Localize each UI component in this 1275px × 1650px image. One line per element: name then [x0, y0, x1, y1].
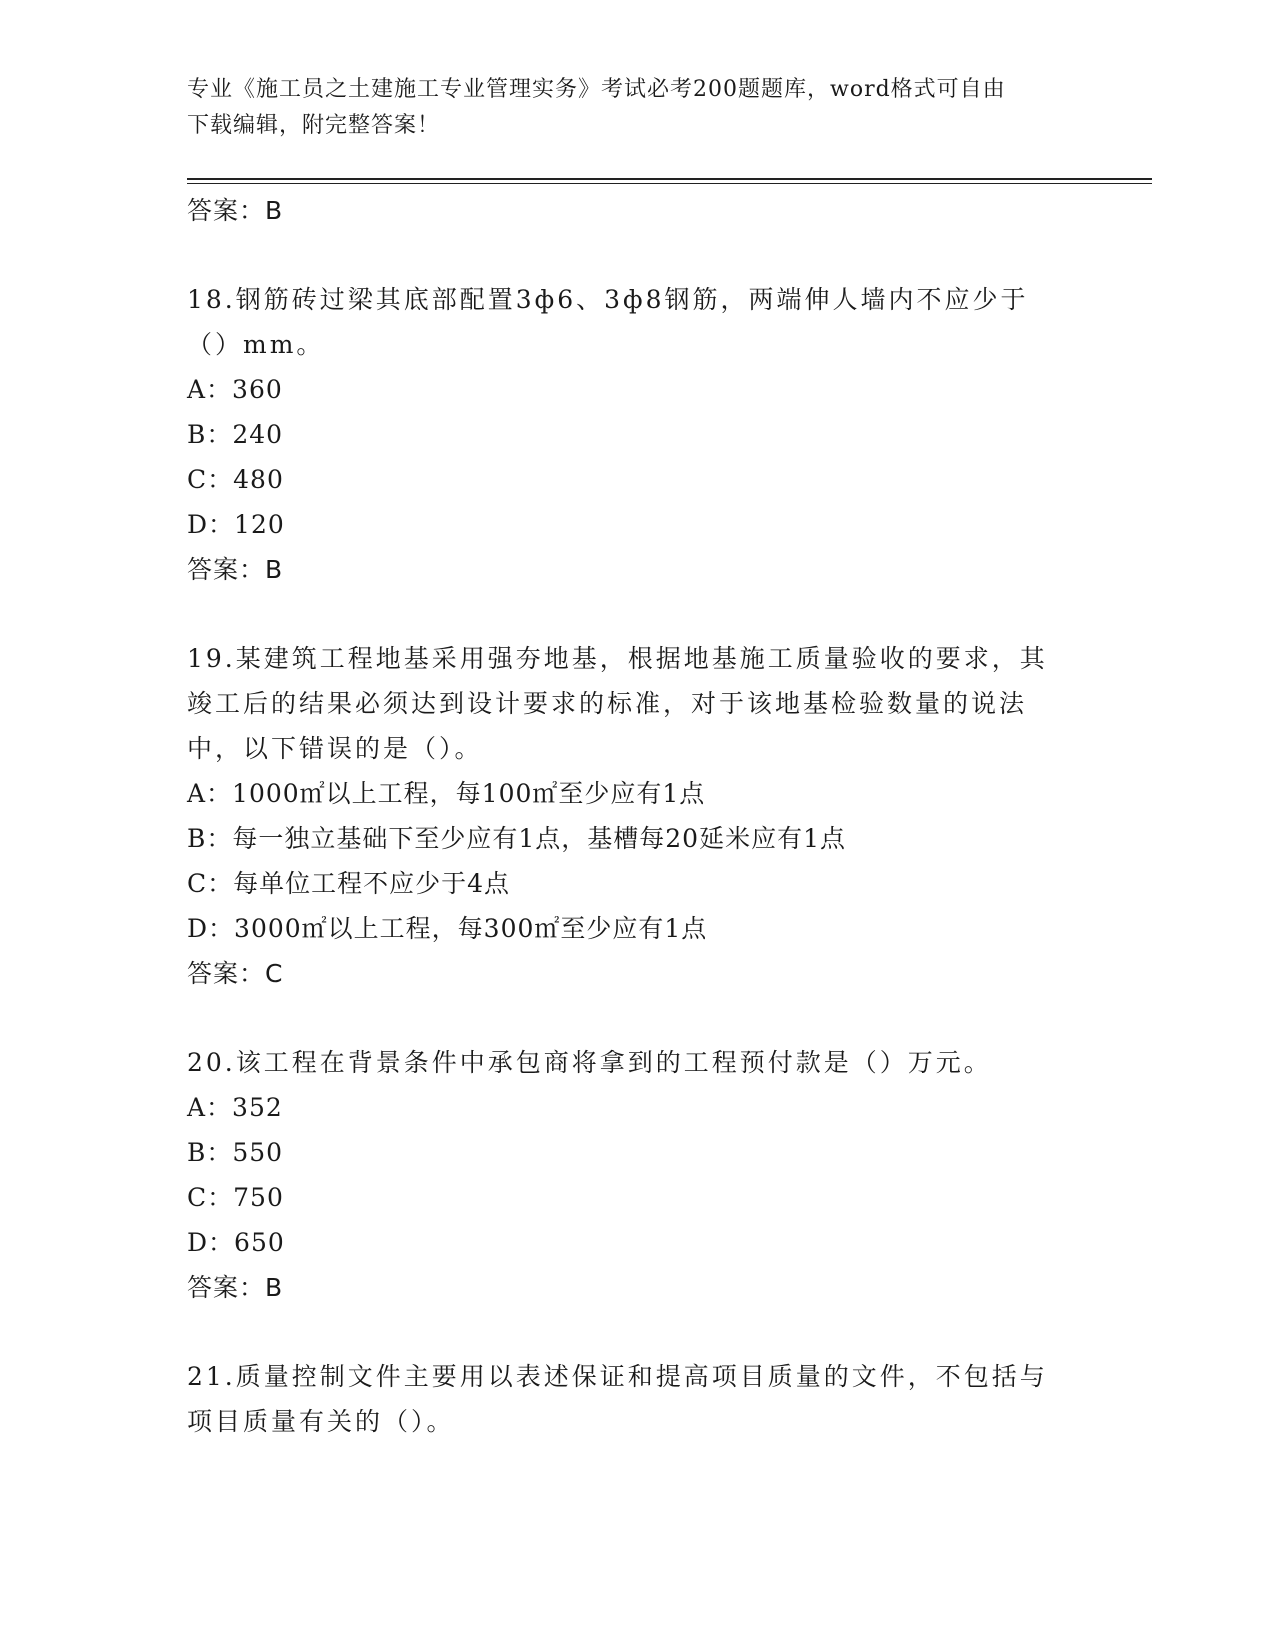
prev-answer: 答案：B [187, 196, 284, 225]
question-20 [187, 1040, 1087, 1310]
option-d: D：3000㎡以上工程，每300㎡至少应有1点 [187, 914, 708, 943]
answer: 答案：B [187, 555, 284, 584]
spacer [187, 592, 1087, 636]
answer: 答案：C [187, 959, 284, 988]
option-a: A：352 [187, 1093, 283, 1122]
option-d: D：650 [187, 1228, 285, 1257]
option-a: A：1000㎡以上工程，每100㎡至少应有1点 [187, 779, 706, 808]
header-rule-thin [187, 183, 1152, 184]
spacer [187, 996, 1087, 1040]
option-b: B：240 [187, 420, 284, 449]
question-text-line: 竣工后的结果必须达到设计要求的标准，对于该地基检验数量的说法 [187, 689, 1028, 718]
question-text-line: 中，以下错误的是（）。 [187, 734, 483, 763]
header-line-1: 专业《施工员之土建施工专业管理实务》考试必考200题题库，word格式可自由 [187, 77, 1006, 102]
question-text-line: 21.质量控制文件主要用以表述保证和提高项目质量的文件，不包括与 [187, 1362, 1048, 1391]
option-b: B：每一独立基础下至少应有1点，基槽每20延米应有1点 [187, 824, 846, 853]
question-text-line: 18.钢筋砖过梁其底部配置3ф6、3ф8钢筋，两端伸人墙内不应少于 [187, 285, 1029, 314]
header-rule-thick [187, 178, 1152, 180]
question-text-line: 19.某建筑工程地基采用强夯地基，根据地基施工质量验收的要求，其 [187, 644, 1048, 673]
option-a: A：360 [187, 375, 283, 404]
content [187, 188, 1087, 1444]
option-c: C：每单位工程不应少于4点 [187, 869, 511, 898]
header-line-2: 下载编辑，附完整答案！ [187, 113, 441, 138]
page-header [187, 72, 1067, 144]
question-21 [187, 1354, 1087, 1444]
spacer [187, 1310, 1087, 1354]
question-text-line: （）mm。 [187, 330, 325, 359]
question-18 [187, 277, 1087, 592]
option-c: C：480 [187, 465, 284, 494]
question-19 [187, 636, 1087, 996]
question-text-line: 20.该工程在背景条件中承包商将拿到的工程预付款是（）万元。 [187, 1048, 992, 1077]
option-d: D：120 [187, 510, 285, 539]
option-c: C：750 [187, 1183, 284, 1212]
answer: 答案：B [187, 1273, 284, 1302]
question-text-line: 项目质量有关的（）。 [187, 1407, 455, 1436]
option-b: B：550 [187, 1138, 284, 1167]
spacer [187, 233, 1087, 277]
